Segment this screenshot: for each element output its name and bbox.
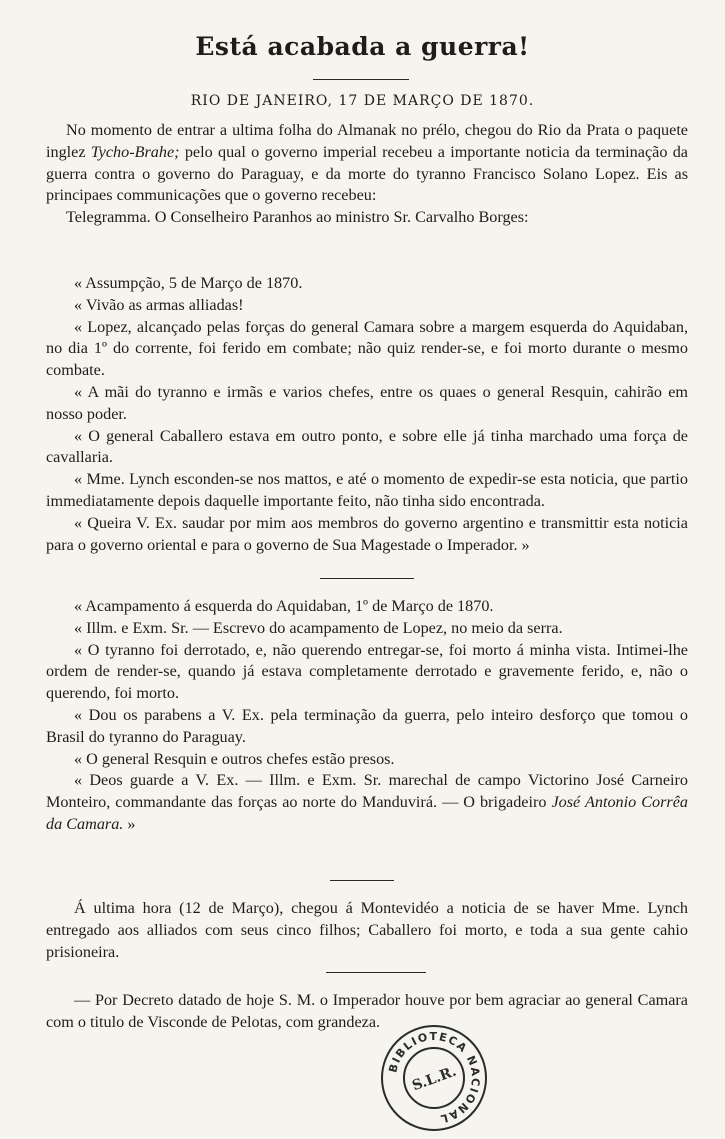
telegram-heading: Telegramma. O Conselheiro Paranhos ao ministro Sr. Carvalho Borges: [66,208,529,227]
section-rule [326,972,426,973]
headline: Está acabada a guerra! [195,32,530,61]
dispatch-section [46,596,688,836]
telegram-line: « Assumpção, 5 de Março de 1870. [74,274,303,292]
telegram-line: « A mãi do tyranno e irmãs e varios chefes, entre os quaes o general Resquin, cahirão em nosso poder. [46,382,688,423]
intro-text-a: No momento de entrar a ultima folha do Almanak no prélo, chegou do Rio da Prata o paquete inglez [46,121,688,161]
dateline: RIO DE JANEIRO, 17 DE MARÇO DE 1870. [190,93,535,109]
title-rule [313,79,409,80]
telegram-line: « Queira V. Ex. saudar por mim aos membros do governo argentino e transmittir esta noticia para o governo oriental e para o governo de Sua Magestade o Imperador. » [46,513,688,554]
telegram-line: « O general Caballero estava em outro ponto, e sobre elle já tinha marchado uma força de cavallaria. [46,426,688,467]
telegram-section [46,273,688,556]
decree-section [46,990,688,1034]
stamp-center-text: S.L.R. [410,1063,459,1095]
telegram-line: « Mme. Lynch esconden-se nos mattos, e até o momento de expedir-se esta noticia, que partio immediatamente depois daquelle importante feito, não tinha sido encontrada. [46,470,688,510]
section-rule [320,578,414,579]
dispatch-line: « O general Resquin e outros chefes estão presos. [74,749,395,768]
section-rule [330,880,394,881]
intro-section [46,120,688,229]
dispatch-line: « Acampamento á esquerda do Aquidaban, 1º de Março de 1870. [74,597,494,615]
closing-end: » [123,814,136,833]
late-news-paragraph: Á ultima hora (12 de Março), chegou á Montevidéo a noticia de se haver Mme. Lynch entregado aos alliados com seus cinco filhos; Caballero foi morto, e toda a sua gente cahio prisioneira. [46,899,688,961]
dispatch-line: « Dou os parabens a V. Ex. pela terminação da guerra, pelo inteiro desforço que tomou o Brasil do tyranno do Paraguay. [46,705,688,746]
library-stamp [378,1022,490,1134]
dispatch-line: « Illm. e Exm. Sr. — Escrevo do acampamento de Lopez, no meio da serra. [74,618,563,637]
telegram-line: « Vivão as armas alliadas! [74,295,244,314]
telegram-line: « Lopez, alcançado pelas forças do general Camara sobre a margem esquerda do Aquidaban, no dia 1º do corrente, foi ferido em combate; não quiz render-se, e foi morto durante o mesmo combate. [46,317,688,380]
late-news-section [46,898,688,963]
signature: José Antonio Corrêa da Camara. [46,793,688,833]
intro-text-b: pelo qual o governo imperial recebeu a importante noticia da terminação da guerra contra o governo do Paraguay, e da morte do tyranno Francisco Solano Lopez. Eis as principaes communicações que o governo recebeu: [46,142,688,205]
intro-paragraph [46,120,688,207]
closing-paragraph [46,770,688,835]
dispatch-line: « O tyranno foi derrotado, e, não querendo entregar-se, foi morto á minha vista. Intimei-lhe ordem de render-se, quando já estava completamente derrotado e gravemente ferido, e, não o querendo, foi morto. [46,640,688,703]
decree-paragraph: — Por Decreto datado de hoje S. M. o Imperador houve por bem agraciar ao general Camara com o titulo de Visconde de Pelotas, com grandeza. [46,991,688,1031]
stamp-ring-text: BIBLIOTECA NACIONAL [386,1029,483,1126]
ship-name: Tycho-Brahe; [90,142,180,161]
closing-text: « Deos guarde a V. Ex. — Illm. e Exm. Sr. marechal de campo Victorino José Carneiro Monteiro, commandante das forças ao norte do Manduvirá. — O brigadeiro [46,771,688,812]
